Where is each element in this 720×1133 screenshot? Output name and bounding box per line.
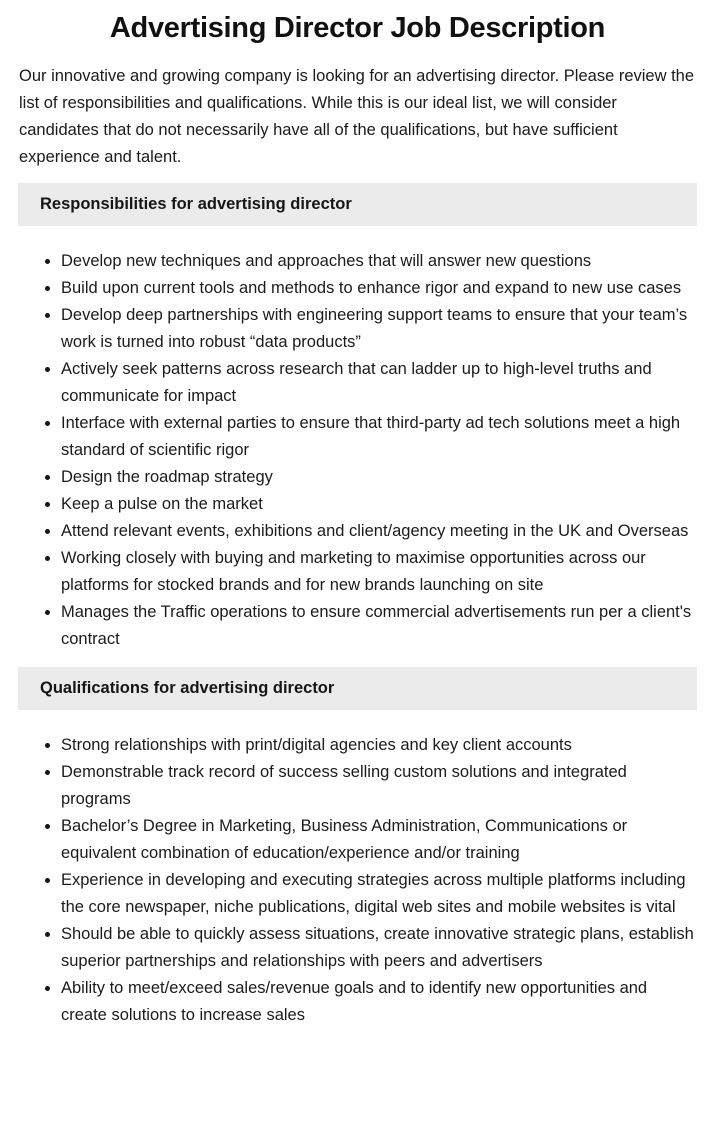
- list-item: Manages the Traffic operations to ensure commercial advertisements run per a client's contract: [61, 599, 697, 653]
- list-item: Working closely with buying and marketing to maximise opportunities across our platforms for stocked brands and for new brands launching on site: [61, 545, 697, 599]
- responsibilities-section: [18, 183, 697, 653]
- list-item: Attend relevant events, exhibitions and client/agency meeting in the UK and Overseas: [61, 518, 697, 545]
- list-item: Interface with external parties to ensure that third-party ad tech solutions meet a high standard of scientific rigor: [61, 410, 697, 464]
- list-item: Design the roadmap strategy: [61, 464, 697, 491]
- responsibilities-heading-bar: [18, 183, 697, 226]
- list-item: Demonstrable track record of success selling custom solutions and integrated programs: [61, 759, 697, 813]
- list-item: Ability to meet/exceed sales/revenue goals and to identify new opportunities and create solutions to increase sales: [61, 975, 697, 1029]
- list-item: Should be able to quickly assess situations, create innovative strategic plans, establish superior partnerships and relationships with peers and advertisers: [61, 921, 697, 975]
- qualifications-heading-bar: [18, 667, 697, 710]
- qualifications-list: [18, 732, 697, 1029]
- list-item: Experience in developing and executing strategies across multiple platforms including the core newspaper, niche publications, digital web sites and mobile websites is vital: [61, 867, 697, 921]
- list-item: Bachelor’s Degree in Marketing, Business Administration, Communications or equivalent combination of education/experience and/or training: [61, 813, 697, 867]
- page-title: Advertising Director Job Description: [109, 12, 606, 44]
- list-item: Actively seek patterns across research that can ladder up to high-level truths and communicate for impact: [61, 356, 697, 410]
- list-item: Develop deep partnerships with engineering support teams to ensure that your team’s work is turned into robust “data products”: [61, 302, 697, 356]
- list-item: Strong relationships with print/digital agencies and key client accounts: [61, 732, 697, 759]
- responsibilities-heading: Responsibilities for advertising director: [40, 195, 352, 213]
- qualifications-heading: Qualifications for advertising director: [40, 679, 335, 697]
- list-item: Develop new techniques and approaches that will answer new questions: [61, 248, 697, 275]
- list-item: Build upon current tools and methods to enhance rigor and expand to new use cases: [61, 275, 697, 302]
- intro-paragraph: Our innovative and growing company is looking for an advertising director. Please review the list of responsibilities and qualifications. While this is our ideal list, we will consider candidates that do not necessarily have all of the qualifications, but have sufficient experience and talent.: [19, 67, 695, 166]
- qualifications-section: [18, 667, 697, 1029]
- responsibilities-list: [18, 248, 697, 653]
- list-item: Keep a pulse on the market: [61, 491, 697, 518]
